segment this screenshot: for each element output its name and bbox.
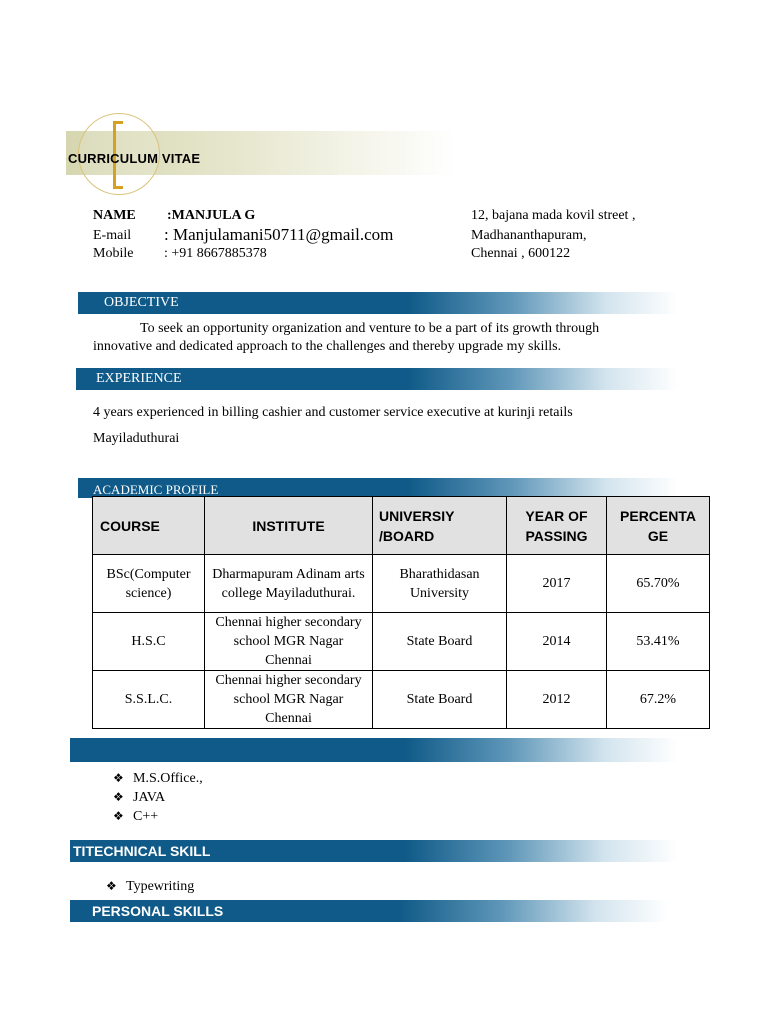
diamond-bullet-icon: ❖ <box>106 879 117 893</box>
name-value: :MANJULA G <box>167 208 256 223</box>
table-cell: 67.2% <box>607 671 710 729</box>
experience-bar <box>76 368 678 390</box>
objective-line-2: innovative and dedicated approach to the challenges and thereby upgrade my skills. <box>93 339 562 354</box>
technical-skill-bar <box>70 840 678 862</box>
personal-skills-bar <box>70 900 668 922</box>
table-cell: 2014 <box>507 613 607 671</box>
diamond-bullet-icon: ❖ <box>113 771 124 785</box>
table-cell: H.S.C <box>93 613 205 671</box>
experience-line-2: Mayiladuthurai <box>93 431 180 446</box>
table-cell: Chennai higher secondary school MGR Nagar Chennai <box>205 613 373 671</box>
column-header: INSTITUTE <box>205 497 373 555</box>
table-cell: 2012 <box>507 671 607 729</box>
table-cell: BSc(Computer science) <box>93 555 205 613</box>
diamond-bullet-icon: ❖ <box>113 790 124 804</box>
list-item <box>113 769 203 788</box>
email-value: : Manjulamani50711@gmail.com <box>164 225 394 244</box>
column-header: YEAR OF PASSING <box>507 497 607 555</box>
technical-heading: TECHNICAL SKILL <box>85 843 211 859</box>
list-item <box>113 788 165 807</box>
experience-line-1: 4 years experienced in billing cashier and customer service executive at kurinji retails <box>93 405 573 420</box>
list-item <box>106 877 194 896</box>
table-row <box>93 613 710 671</box>
address-line-1: 12, bajana mada kovil street , <box>471 208 636 223</box>
email-label: E-mail <box>93 228 132 243</box>
column-header: COURSE <box>93 497 205 555</box>
address-line-3: Chennai , 600122 <box>471 246 571 261</box>
list-item <box>113 807 158 826</box>
objective-line-1: To seek an opportunity organization and venture to be a part of its growth through <box>140 321 600 336</box>
table-row <box>93 671 710 729</box>
academic-heading: ACADEMIC PROFILE <box>93 482 219 497</box>
name-label: NAME <box>93 208 136 223</box>
experience-heading: EXPERIENCE <box>96 371 182 386</box>
table-row <box>93 555 710 613</box>
table-cell: State Board <box>373 671 507 729</box>
computer-skills-bar <box>70 738 678 762</box>
objective-heading: OBJECTIVE <box>104 295 179 310</box>
personal-side-text: Y <box>74 909 83 924</box>
list-item-label: M.S.Office., <box>133 771 203 786</box>
table-cell: 65.70% <box>607 555 710 613</box>
table-cell: Bharathidasan University <box>373 555 507 613</box>
table-cell: 2017 <box>507 555 607 613</box>
academic-bar <box>78 478 678 498</box>
list-item-label: JAVA <box>133 790 166 805</box>
academic-table <box>92 496 710 729</box>
column-header: PERCENTA GE <box>607 497 710 555</box>
mobile-value: : +91 8667885378 <box>164 246 267 261</box>
table-cell: Dharmapuram Adinam arts college Mayiladuthurai. <box>205 555 373 613</box>
page-title: CURRICULUM VITAE <box>68 151 201 166</box>
diamond-bullet-icon: ❖ <box>113 809 124 823</box>
table-cell: Chennai higher secondary school MGR Nagar Chennai <box>205 671 373 729</box>
list-item-label: C++ <box>133 809 159 824</box>
mobile-label: Mobile <box>93 246 134 261</box>
table-cell: State Board <box>373 613 507 671</box>
list-item-label: Typewriting <box>126 879 195 894</box>
column-header: UNIVERSIY /BOARD <box>373 497 507 555</box>
address-line-2: Madhananthapuram, <box>471 228 587 243</box>
table-cell: S.S.L.C. <box>93 671 205 729</box>
technical-side-text: TI <box>73 843 86 859</box>
table-cell: 53.41% <box>607 613 710 671</box>
personal-skills-heading: PERSONAL SKILLS <box>92 903 224 919</box>
objective-bar <box>78 292 678 314</box>
table-header-row <box>93 497 710 555</box>
